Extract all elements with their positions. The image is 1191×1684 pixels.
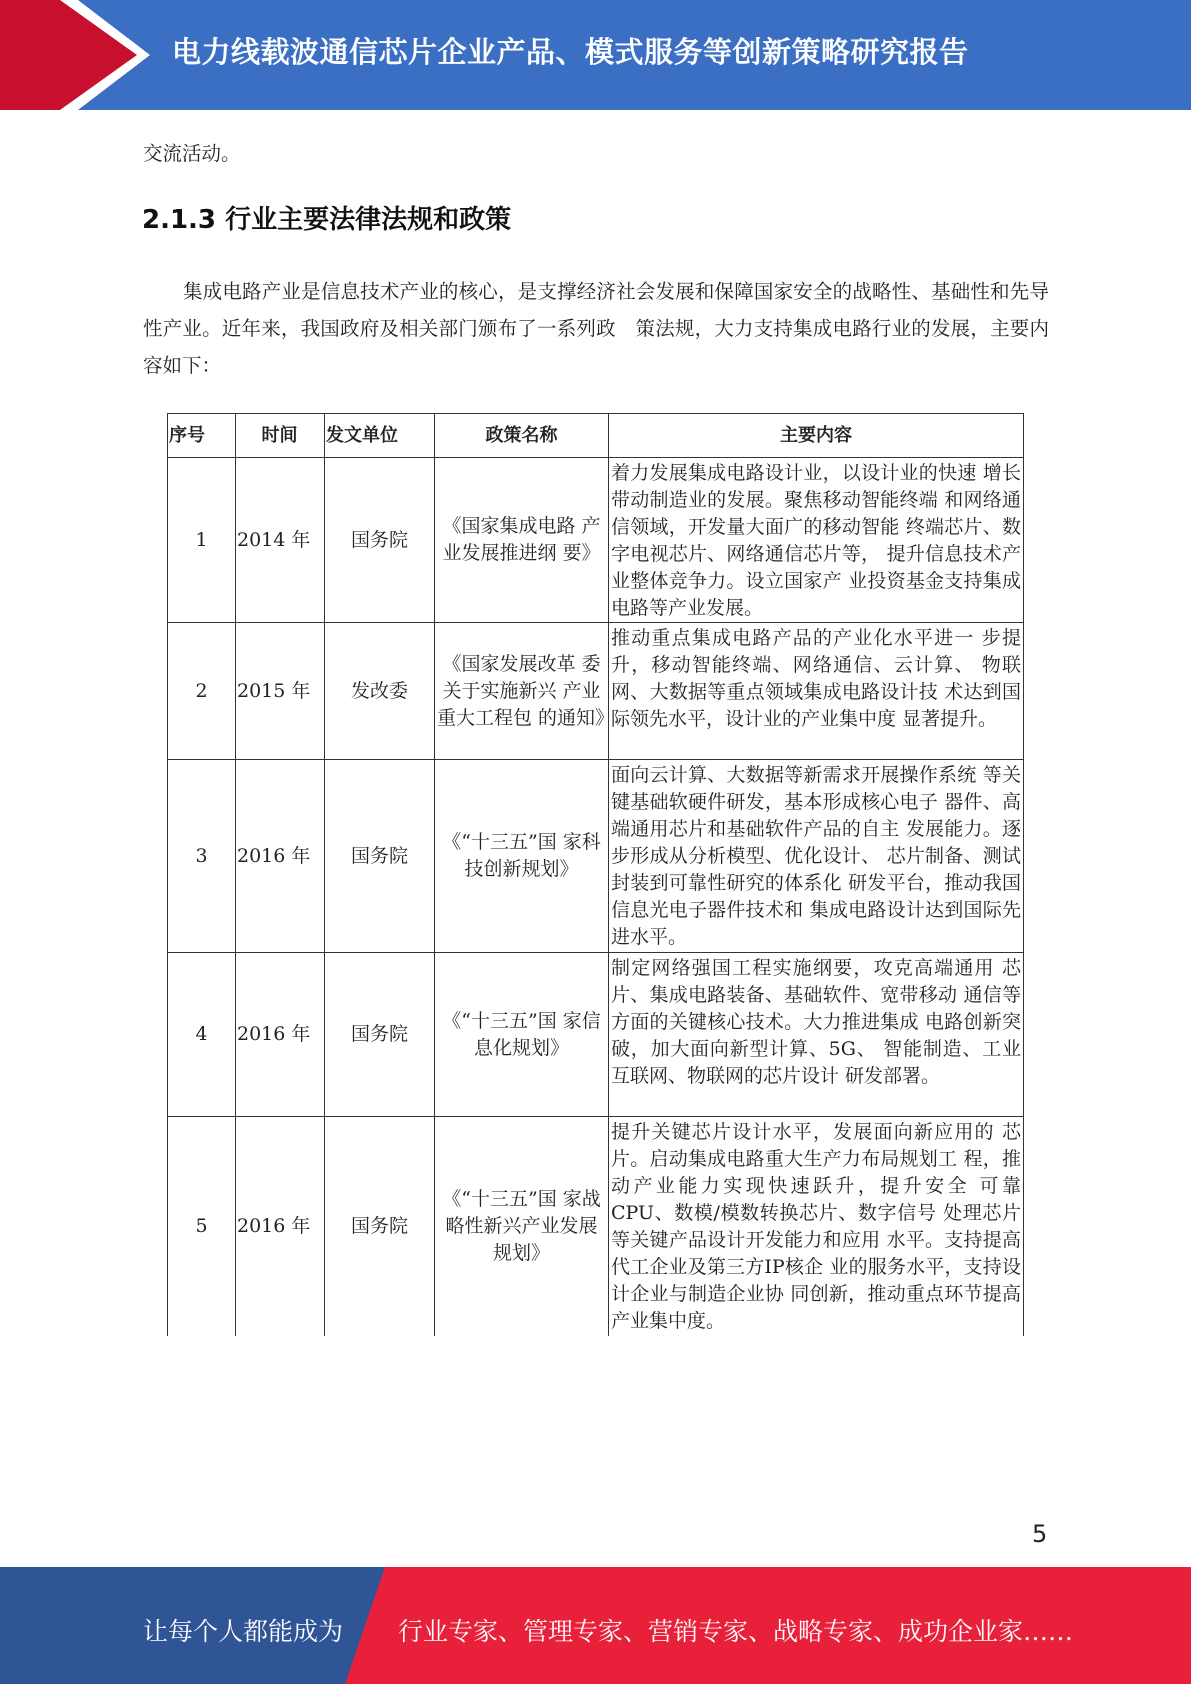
cell-index: 3 — [168, 760, 236, 953]
header-policy-name: 政策名称 — [435, 414, 609, 458]
cell-policy-name: 《国家发展改革 委关于实施新兴 产业重大工程包 的通知》 — [435, 623, 609, 760]
cell-index: 5 — [168, 1117, 236, 1336]
cell-year: 2016 年 — [236, 953, 325, 1117]
cell-index: 4 — [168, 953, 236, 1117]
intro-paragraph: 集成电路产业是信息技术产业的核心，是支撑经济社会发展和保障国家安全的战略性、基础性和先导性产业。近年来，我国政府及相关部门颁布了一系列政 策法规，大力支持集成电路行业的发展，主要内容如下： — [143, 280, 1049, 377]
cell-issuer: 国务院 — [325, 1117, 435, 1336]
cell-issuer: 发改委 — [325, 623, 435, 760]
cell-content: 着力发展集成电路设计业，以设计业的快速 增长带动制造业的发展。聚焦移动智能终端 和网络通信领域，开发量大面广的移动智能 终端芯片、数字电视芯片、网络通信芯片等， 提升信息技术产业整体竞争力。设立国家产 业投资基金支持集成电路等产业发展。 — [609, 458, 1024, 623]
cell-issuer: 国务院 — [325, 953, 435, 1117]
header-issuer: 发文单位 — [325, 414, 435, 458]
table-row — [168, 760, 1024, 953]
section-heading: 2.1.3 行业主要法律法规和政策 — [142, 205, 512, 235]
footer-slogan-left: 让每个人都能成为 — [143, 1617, 344, 1646]
table-row — [168, 1117, 1024, 1336]
top-paragraph: 交流活动。 — [143, 142, 241, 165]
cell-year: 2016 年 — [236, 1117, 325, 1336]
footer-slogan-right: 行业专家、管理专家、营销专家、战略专家、成功企业家…… — [398, 1617, 1074, 1646]
header-chevron-decoration — [0, 0, 150, 110]
table-header-row — [168, 414, 1024, 458]
table-row — [168, 953, 1024, 1117]
report-title: 电力线载波通信芯片企业产品、模式服务等创新策略研究报告 — [172, 35, 969, 69]
cell-issuer: 国务院 — [325, 458, 435, 623]
cell-content: 面向云计算、大数据等新需求开展操作系统 等关键基础软硬件研发，基本形成核心电子 器件、高端通用芯片和基础软件产品的自主 发展能力。逐步形成从分析模型、优化设计、 芯片制备、测试封装到可靠性研究的体系化 研发平台，推动我国信息光电子器件技术和 集成电路设计达到国际先进水平。 — [609, 760, 1024, 953]
cell-content: 推动重点集成电路产品的产业化水平进一 步提升，移动智能终端、网络通信、云计算、 物联网、大数据等重点领域集成电路设计技 术达到国际领先水平，设计业的产业集中度 显著提升。 — [609, 623, 1024, 760]
table-row — [168, 623, 1024, 760]
table-row — [168, 458, 1024, 623]
cell-year: 2014 年 — [236, 458, 325, 623]
cell-policy-name: 《“十三五”国 家战略性新兴产业发展规划》 — [435, 1117, 609, 1336]
cell-content: 制定网络强国工程实施纲要，攻克高端通用 芯片、集成电路装备、基础软件、宽带移动 通信等方面的关键核心技术。大力推进集成 电路创新突破，加大面向新型计算、5G、 智能制造、工业互联网、物联网的芯片设计 研发部署。 — [609, 953, 1024, 1117]
cell-index: 2 — [168, 623, 236, 760]
header-main-content: 主要内容 — [609, 414, 1024, 458]
header-time: 时间 — [236, 414, 325, 458]
cell-policy-name: 《国家集成电路 产业发展推进纲 要》 — [435, 458, 609, 623]
cell-year: 2015 年 — [236, 623, 325, 760]
cell-issuer: 国务院 — [325, 760, 435, 953]
cell-content: 提升关键芯片设计水平，发展面向新应用的 芯片。启动集成电路重大生产力布局规划工 程，推动产业能力实现快速跃升，提升安全 可靠CPU、数模/模数转换芯片、数字信号 处理芯片等关键产品设计开发能力和应用 水平。支持提高代工企业及第三方IP核企 业的服务水平，支持设计企业与制造企业协 同创新，推动重点环节提高产业集中度。 — [609, 1117, 1024, 1336]
cell-index: 1 — [168, 458, 236, 623]
cell-year: 2016 年 — [236, 760, 325, 953]
header-index: 序号 — [168, 414, 236, 458]
policy-table — [167, 413, 1024, 1336]
cell-policy-name: 《“十三五”国 家信息化规划》 — [435, 953, 609, 1117]
cell-policy-name: 《“十三五”国 家科技创新规划》 — [435, 760, 609, 953]
page-number: 5 — [1032, 1520, 1048, 1548]
